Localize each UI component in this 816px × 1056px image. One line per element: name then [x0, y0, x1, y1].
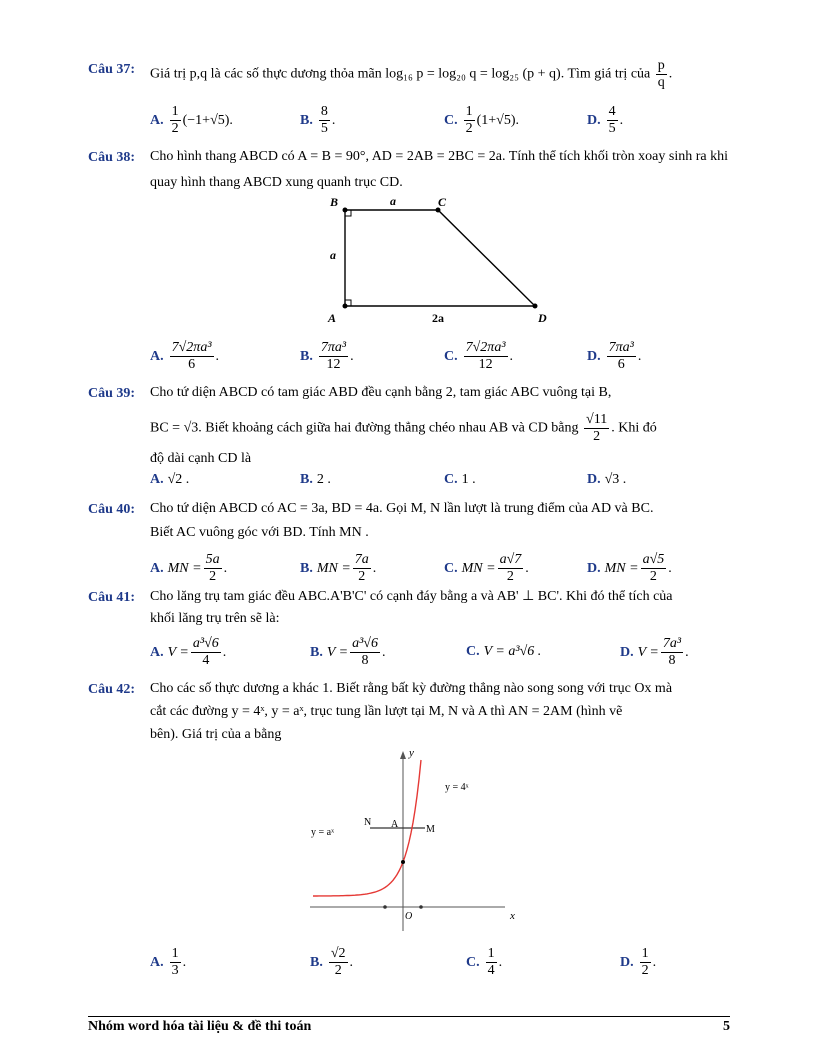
option-39-b[interactable]: B. 2 . [300, 472, 331, 487]
option-37-c[interactable]: C. $\frac{1}{2}$ (1+√5). [444, 104, 520, 136]
option-42-d[interactable]: D. $\frac{1}{2}$ . [620, 946, 657, 978]
question-39-line2: BC = √3. Biết khoảng cách giữa hai đường thẳng chéo nhau AB và CD bằng $\frac{√11}{2}$ . Khi đó [150, 412, 657, 444]
exponential-graph [305, 745, 530, 935]
question-39-line3: độ dài cạnh CD là [150, 451, 252, 466]
page-number: 5 [723, 1019, 730, 1034]
option-42-b[interactable]: B. $\frac{√2}{2}$ . [310, 946, 354, 978]
vertex-b-label: B [330, 195, 339, 209]
point-a-label: A [391, 819, 399, 830]
question-39-line1: Cho tứ diện ABCD có tam giác ABD đều cạnh bằng 2, tam giác ABC vuông tại B, [150, 385, 612, 400]
option-41-b[interactable]: B. V = $\frac{\text{a³√6}}{8}$ . [310, 636, 386, 668]
stem-fraction: $\frac{p}{q}$ [657, 58, 665, 90]
option-39-a[interactable]: A. √2 . [150, 472, 190, 487]
option-41-a[interactable]: A. V = $\frac{\text{a³√6}}{4}$ . [150, 636, 227, 668]
question-number-38: Câu 38: [88, 150, 136, 165]
question-number-41: Câu 41: [88, 590, 136, 605]
point-n-label: N [364, 817, 372, 828]
question-41-line1: Cho lăng trụ tam giác đều ABC.A'B'C' có cạnh đáy bằng a và AB' ⊥ BC'. Khi đó thể tích của [150, 589, 673, 604]
question-38-stem: Cho hình thang ABCD có A = B = 90°, AD = 2AB = 2BC = 2a. Tính thể tích khối tròn xoay sinh ra khi quay hình thang ABCD xung quanh trục CD. [150, 149, 728, 190]
option-37-d[interactable]: D. $\frac{4}{5}$ . [587, 104, 624, 136]
question-37-stem: Giá trị p,q là các số thực dương thỏa mãn log₁₆ p = log₂₀ q = log₂₅ (p + q). Tìm giá trị của $\frac{p}{q}$ . [150, 58, 673, 90]
question-42-line3: bên). Giá trị của a bằng [150, 727, 282, 742]
question-number-39: Câu 39: [88, 386, 136, 401]
question-40-line1: Cho tứ diện ABCD có AC = 3a, BD = 4a. Gọi M, N lần lượt là trung điểm của AD và BC. [150, 501, 654, 516]
option-41-d[interactable]: D. V = $\frac{\text{7a³}}{8}$ . [620, 636, 689, 668]
option-38-a[interactable]: A. $\frac{\text{7√2πa³}}{6}$ . [150, 340, 220, 372]
point-m-label: M [426, 824, 435, 835]
question-number-40: Câu 40: [88, 502, 136, 517]
option-42-c[interactable]: C. $\frac{1}{4}$ . [466, 946, 503, 978]
option-40-b[interactable]: B. MN = $\frac{7a}{2}$ . [300, 552, 377, 584]
curve-4x-label: y = 4ˣ [445, 782, 469, 793]
option-41-c[interactable]: C. V = a³√6 . [466, 644, 542, 659]
x-axis-label: x [510, 910, 515, 922]
trapezoid-figure [320, 192, 560, 326]
question-number-37: Câu 37: [88, 62, 136, 77]
option-39-d[interactable]: D. √3 . [587, 472, 627, 487]
vertex-d-label: D [538, 311, 547, 325]
vertex-a-label: A [328, 311, 337, 325]
option-38-c[interactable]: C. $\frac{\text{7√2πa³}}{12}$ . [444, 340, 514, 372]
side-bc-label: a [390, 194, 396, 208]
option-37-a[interactable]: A. $\frac{1}{2}$ (−1+√5). [150, 104, 233, 136]
y-axis-label: y [409, 747, 414, 759]
option-42-a[interactable]: A. $\frac{1}{3}$ . [150, 946, 187, 978]
question-41-line2: khối lăng trụ trên sẽ là: [150, 611, 280, 626]
origin-label: O [405, 911, 413, 922]
option-40-a[interactable]: A. MN = $\frac{5a}{2}$ . [150, 552, 228, 584]
option-40-d[interactable]: D. MN = $\frac{a√5}{2}$ . [587, 552, 672, 584]
question-number-42: Câu 42: [88, 682, 136, 697]
page-footer [88, 1016, 730, 1035]
side-ab-label: a [330, 248, 336, 262]
footer-title: Nhóm word hóa tài liệu & đề thi toán [88, 1019, 312, 1034]
question-42-line1: Cho các số thực dương a khác 1. Biết rằng bất kỳ đường thẳng nào song song với trục Ox mà [150, 681, 673, 696]
option-37-b[interactable]: B. $\frac{8}{5}$ . [300, 104, 336, 136]
side-ad-label: 2a [432, 311, 444, 325]
question-42-line2: cắt các đường y = 4ˣ, y = aˣ, trục tung lần lượt tại M, N và A thì AN = 2AM (hình vẽ [150, 704, 623, 719]
vertex-c-label: C [438, 195, 447, 209]
option-38-b[interactable]: B. $\frac{\text{7πa³}}{12}$ . [300, 340, 354, 372]
curve-ax-label: y = aˣ [311, 827, 334, 838]
option-40-c[interactable]: C. MN = $\frac{a√7}{2}$ . [444, 552, 529, 584]
question-40-line2: Biết AC vuông góc với BD. Tính MN . [150, 525, 369, 540]
option-39-c[interactable]: C. 1 . [444, 472, 476, 487]
option-38-d[interactable]: D. $\frac{\text{7πa³}}{6}$ . [587, 340, 642, 372]
